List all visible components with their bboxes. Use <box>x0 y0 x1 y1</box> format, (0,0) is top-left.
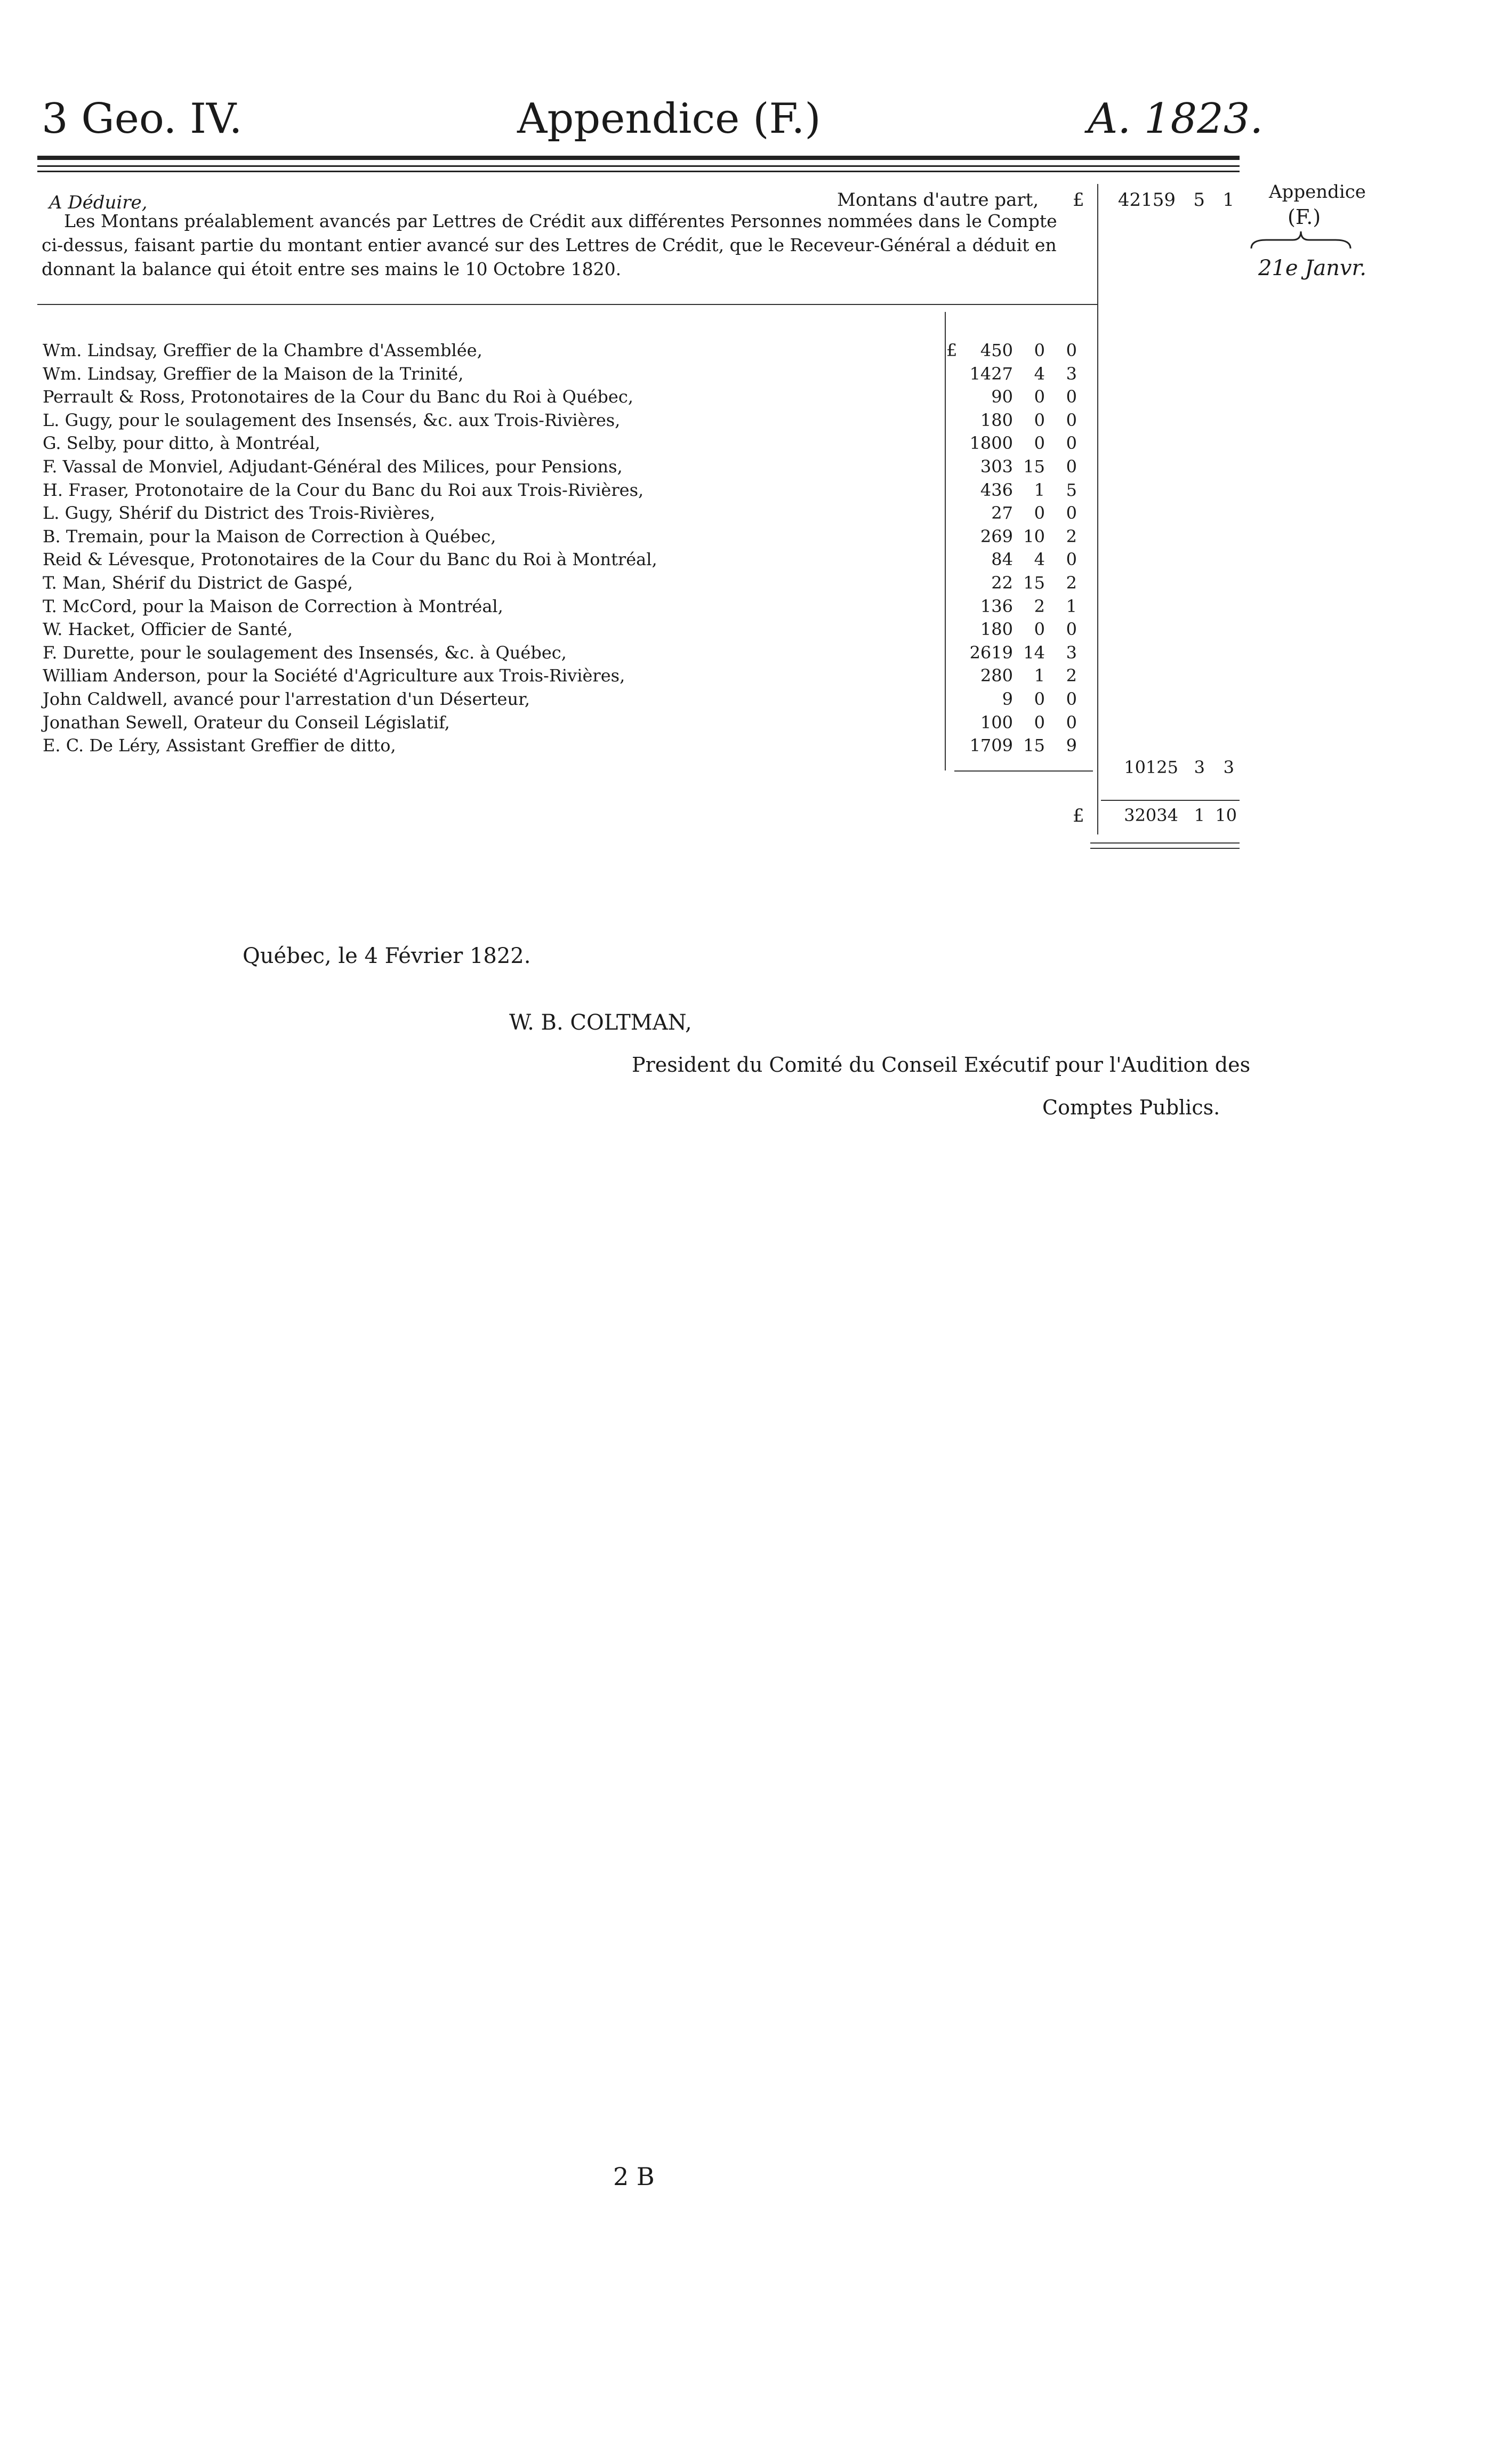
running-head-title: Appendice (F.) <box>517 95 821 143</box>
carried-pounds: 42159 <box>1117 189 1176 211</box>
entry-pence: 3 <box>1066 643 1077 663</box>
entry-pounds: 27 <box>991 503 1013 523</box>
margin-brace <box>1250 230 1352 250</box>
entry-pence: 0 <box>1066 433 1077 453</box>
entry-pounds: 22 <box>991 573 1013 593</box>
entry-shillings: 2 <box>1034 596 1045 616</box>
grand-total-underline <box>1090 848 1240 849</box>
grand-total-currency: £ <box>1073 805 1084 826</box>
entry-pence: 0 <box>1066 340 1077 360</box>
entry-name: T. McCord, pour la Maison de Correction à Montréal, <box>43 596 503 616</box>
entry-pounds: 90 <box>991 387 1013 407</box>
currency-symbol: £ <box>1073 189 1084 211</box>
entry-pounds: 1427 <box>969 364 1013 384</box>
entry-pounds: 450 <box>980 340 1013 360</box>
entry-name: H. Fraser, Protonotaire de la Cour du Banc du Roi aux Trois-Rivières, <box>43 480 644 500</box>
deduction-description-line: Les Montans préalablement avancés par Lettres de Crédit aux différentes Personnes nommées dans le Compte <box>64 211 1057 231</box>
entry-shillings: 0 <box>1034 503 1045 523</box>
entry-name: B. Tremain, pour la Maison de Correction à Québec, <box>43 526 496 547</box>
margin-date: 21e Janvr. <box>1258 256 1366 280</box>
entry-pence: 0 <box>1066 387 1077 407</box>
entry-pence: 5 <box>1066 480 1077 500</box>
entry-pence: 0 <box>1066 410 1077 430</box>
total-column-divider <box>1097 184 1098 834</box>
entry-shillings: 4 <box>1034 549 1045 569</box>
entry-pence: 0 <box>1066 549 1077 569</box>
entry-shillings: 15 <box>1023 573 1045 593</box>
subtotal-pounds: 10125 <box>1124 757 1178 777</box>
entry-pounds: 2619 <box>969 643 1013 663</box>
entry-pounds: 269 <box>980 526 1013 547</box>
margin-appendix-letter: (F.) <box>1288 205 1321 229</box>
grand-total-rule <box>1101 800 1240 801</box>
entry-shillings: 1 <box>1034 480 1045 500</box>
folio-mark: 2 B <box>613 2162 655 2191</box>
grand-total-pence: 10 <box>1215 805 1237 825</box>
signatory-name: W. B. COLTMAN, <box>509 1010 692 1035</box>
carried-shillings: 5 <box>1193 189 1205 211</box>
entry-name: G. Selby, pour ditto, à Montréal, <box>43 433 320 453</box>
entry-shillings: 0 <box>1034 619 1045 639</box>
entry-pence: 0 <box>1066 503 1077 523</box>
entry-name: F. Vassal de Monviel, Adjudant-Général des Milices, pour Pensions, <box>43 456 623 477</box>
entry-pounds: 1709 <box>969 735 1013 756</box>
grand-total-pounds: 32034 <box>1124 805 1178 825</box>
header-rule <box>37 165 1240 167</box>
subtotal-pence: 3 <box>1223 757 1234 777</box>
subtotal-rule <box>954 770 1093 772</box>
signatory-title: Comptes Publics. <box>1042 1096 1220 1119</box>
entry-pounds: 436 <box>980 480 1013 500</box>
entry-pence: 0 <box>1066 619 1077 639</box>
grand-total-underline <box>1090 842 1240 844</box>
entry-name: Reid & Lévesque, Protonotaires de la Cour du Banc du Roi à Montréal, <box>43 549 657 569</box>
deduction-heading: A Déduire, <box>49 192 148 213</box>
entry-pence: 3 <box>1066 364 1077 384</box>
entry-name: T. Man, Shérif du District de Gaspé, <box>43 573 353 593</box>
amount-column-left-rule <box>945 312 946 770</box>
entry-shillings: 0 <box>1034 712 1045 733</box>
carried-forward-label: Montans d'autre part, <box>837 189 1039 211</box>
entry-pence: 2 <box>1066 526 1077 547</box>
entry-name: Perrault & Ross, Protonotaires de la Cour du Banc du Roi à Québec, <box>43 387 633 407</box>
grand-total-shillings: 1 <box>1194 805 1205 825</box>
entry-name: Wm. Lindsay, Greffier de la Chambre d'Assemblée, <box>43 340 482 360</box>
entry-name: Wm. Lindsay, Greffier de la Maison de la Trinité, <box>43 364 464 384</box>
entry-pounds: 280 <box>980 665 1013 686</box>
deduction-description-line: donnant la balance qui étoit entre ses mains le 10 Octobre 1820. <box>42 259 622 279</box>
entry-currency: £ <box>946 340 958 360</box>
entry-pence: 9 <box>1066 735 1077 756</box>
deduction-description-line: ci-dessus, faisant partie du montant entier avancé sur des Lettres de Crédit, que le Receveur-Général a déduit en <box>42 235 1057 255</box>
entry-pounds: 100 <box>980 712 1013 733</box>
section-rule <box>37 304 1097 305</box>
entry-pence: 2 <box>1066 665 1077 686</box>
entry-name: William Anderson, pour la Société d'Agriculture aux Trois-Rivières, <box>43 665 625 686</box>
entry-pounds: 303 <box>980 456 1013 477</box>
entry-pence: 0 <box>1066 456 1077 477</box>
entry-pounds: 180 <box>980 410 1013 430</box>
entry-shillings: 15 <box>1023 456 1045 477</box>
entry-pence: 1 <box>1066 596 1077 616</box>
place-date: Québec, le 4 Février 1822. <box>243 944 531 968</box>
entry-pounds: 9 <box>1002 689 1013 709</box>
entry-pounds: 180 <box>980 619 1013 639</box>
entry-name: John Caldwell, avancé pour l'arrestation d'un Déserteur, <box>43 689 530 709</box>
signatory-title: President du Comité du Conseil Exécutif pour l'Audition des <box>632 1053 1251 1077</box>
header-rule <box>37 156 1240 160</box>
entry-name: L. Gugy, pour le soulagement des Insensés, &c. aux Trois-Rivières, <box>43 410 621 430</box>
entry-shillings: 0 <box>1034 433 1045 453</box>
entry-shillings: 14 <box>1023 643 1045 663</box>
entry-pence: 0 <box>1066 689 1077 709</box>
entry-shillings: 0 <box>1034 689 1045 709</box>
entry-shillings: 4 <box>1034 364 1045 384</box>
entry-pounds: 1800 <box>969 433 1013 453</box>
entry-pounds: 136 <box>980 596 1013 616</box>
entry-shillings: 0 <box>1034 340 1045 360</box>
entry-shillings: 0 <box>1034 387 1045 407</box>
header-rule <box>37 171 1240 172</box>
entry-name: L. Gugy, Shérif du District des Trois-Rivières, <box>43 503 436 523</box>
entry-shillings: 0 <box>1034 410 1045 430</box>
entry-pence: 0 <box>1066 712 1077 733</box>
entry-name: F. Durette, pour le soulagement des Insensés, &c. à Québec, <box>43 643 567 663</box>
entry-shillings: 15 <box>1023 735 1045 756</box>
entry-pounds: 84 <box>991 549 1013 569</box>
entry-name: W. Hacket, Officier de Santé, <box>43 619 293 639</box>
entry-name: E. C. De Léry, Assistant Greffier de ditto, <box>43 735 396 756</box>
running-head-left: 3 Geo. IV. <box>42 95 243 143</box>
entry-shillings: 10 <box>1023 526 1045 547</box>
subtotal-shillings: 3 <box>1194 757 1205 777</box>
running-head-year: A. 1823. <box>1088 95 1264 143</box>
entry-shillings: 1 <box>1034 665 1045 686</box>
entry-name: Jonathan Sewell, Orateur du Conseil Législatif, <box>43 712 450 733</box>
margin-appendix-label: Appendice <box>1269 181 1366 203</box>
carried-pence: 1 <box>1223 189 1234 211</box>
entry-pence: 2 <box>1066 573 1077 593</box>
